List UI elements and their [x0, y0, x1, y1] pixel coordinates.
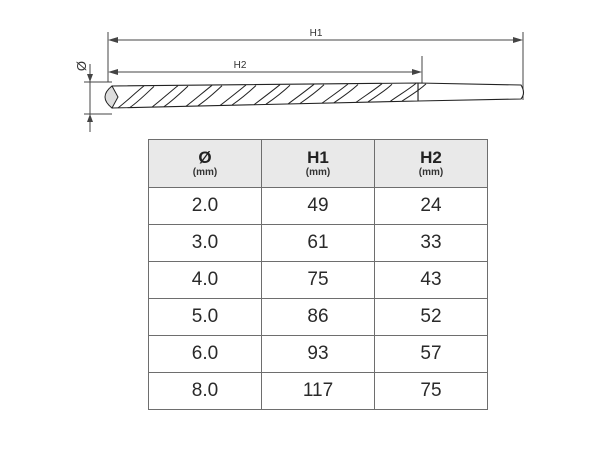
cell-diameter: 3.0	[149, 225, 262, 262]
cell-diameter: 6.0	[149, 336, 262, 373]
table-row	[149, 373, 488, 410]
table-row	[149, 299, 488, 336]
header-diameter	[149, 140, 262, 188]
header-diameter-unit: (mm)	[192, 166, 218, 178]
cell-h2: 33	[375, 225, 488, 262]
table-row	[149, 188, 488, 225]
h2-dimension-line	[108, 69, 422, 75]
cell-h1: 49	[262, 188, 375, 225]
diameter-dimension-line	[87, 64, 93, 132]
cell-diameter: 4.0	[149, 262, 262, 299]
cell-h1: 93	[262, 336, 375, 373]
table-row	[149, 262, 488, 299]
h2-label: H2	[233, 60, 247, 71]
header-h2-label: H2	[420, 147, 442, 167]
drill-bit-drawing	[0, 0, 600, 135]
drill-bit-svg	[0, 0, 600, 135]
cell-h1: 117	[262, 373, 375, 410]
h1-label: H1	[309, 28, 323, 39]
spec-table	[148, 139, 488, 410]
header-diameter-label: Ø	[198, 147, 212, 167]
cell-diameter: 8.0	[149, 373, 262, 410]
table-row	[149, 225, 488, 262]
cell-h1: 75	[262, 262, 375, 299]
drill-body	[106, 83, 524, 108]
cell-h2: 75	[375, 373, 488, 410]
cell-h2: 24	[375, 188, 488, 225]
cell-h1: 61	[262, 225, 375, 262]
header-h2-unit: (mm)	[418, 166, 444, 178]
header-h1-label: H1	[307, 147, 329, 167]
cell-diameter: 5.0	[149, 299, 262, 336]
cell-h1: 86	[262, 299, 375, 336]
table-row	[149, 336, 488, 373]
cell-h2: 57	[375, 336, 488, 373]
header-h2	[375, 140, 488, 188]
header-h1-unit: (mm)	[305, 166, 331, 178]
cell-h2: 43	[375, 262, 488, 299]
cell-h2: 52	[375, 299, 488, 336]
table-header-row	[149, 140, 488, 188]
cell-diameter: 2.0	[149, 188, 262, 225]
diameter-symbol: Ø	[74, 60, 89, 72]
header-h1	[262, 140, 375, 188]
